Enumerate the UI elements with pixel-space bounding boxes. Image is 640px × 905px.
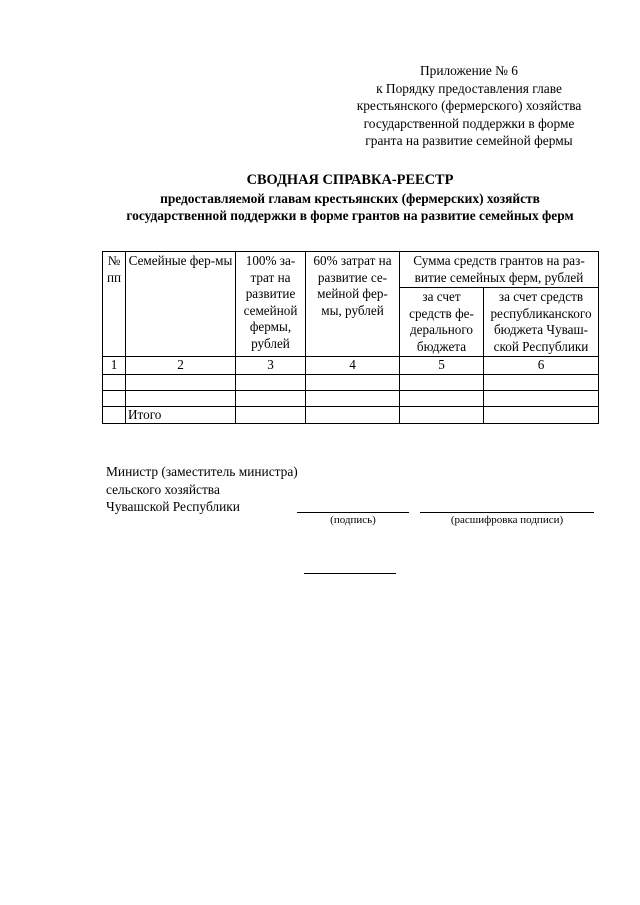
table-cell xyxy=(236,406,306,424)
signature-line xyxy=(297,512,409,513)
table-cell xyxy=(236,374,306,390)
appendix-block xyxy=(338,62,600,150)
table-cell xyxy=(306,374,400,390)
total-row xyxy=(103,406,599,424)
signature-block xyxy=(106,463,298,516)
column-number: 3 xyxy=(236,357,306,375)
header-grant-sum: Сумма средств грантов на раз-витие семейных ферм, рублей xyxy=(400,252,599,288)
signatory-line: Министр (заместитель министра) xyxy=(106,464,298,479)
table-cell xyxy=(400,374,484,390)
document-subtitle-line: предоставляемой главам крестьянских (фермерских) хозяйств xyxy=(160,190,540,206)
signatory-line: Чувашской Республики xyxy=(106,499,240,514)
header-federal-budget: за счет средств фе-дерального бюджета xyxy=(400,288,484,357)
footer-divider xyxy=(304,573,396,574)
registry-table xyxy=(102,251,599,424)
table-cell xyxy=(400,406,484,424)
table-cell xyxy=(103,390,126,406)
table-cell xyxy=(306,406,400,424)
signature-decode-caption: (расшифровка подписи) xyxy=(450,514,564,526)
column-number: 4 xyxy=(306,357,400,375)
appendix-line: к Порядку предоставления главе xyxy=(376,80,562,96)
table-cell xyxy=(103,374,126,390)
table-cell xyxy=(484,374,599,390)
table-row xyxy=(103,390,599,406)
header-family-farms: Семейные фер-мы xyxy=(126,252,236,357)
document-title: СВОДНАЯ СПРАВКА-РЕЕСТР xyxy=(246,172,454,188)
document-heading xyxy=(100,172,600,225)
column-number: 5 xyxy=(400,357,484,375)
total-label: Итого xyxy=(126,406,236,424)
header-costs-60: 60% затрат на развитие се-мейной фер-мы, рублей xyxy=(306,252,400,357)
table-cell xyxy=(400,390,484,406)
column-number: 6 xyxy=(484,357,599,375)
appendix-line: государственной поддержки в форме xyxy=(363,115,575,131)
signatory-line: сельского хозяйства xyxy=(106,481,220,497)
appendix-line: гранта на развитие семейной фермы xyxy=(365,133,573,148)
header-row xyxy=(103,252,599,288)
document-subtitle-line: государственной поддержки в форме грантов на развитие семейных ферм xyxy=(126,208,574,223)
header-costs-100: 100% за-трат на развитие семейной фермы, рублей xyxy=(236,252,306,357)
appendix-line: Приложение № 6 xyxy=(419,63,519,78)
table-row xyxy=(103,374,599,390)
signature-caption: (подпись) xyxy=(330,514,376,526)
header-republic-budget: за счет средств республиканского бюджета Чуваш-ской Республики xyxy=(484,288,599,357)
column-number: 1 xyxy=(103,357,126,375)
table-cell xyxy=(126,374,236,390)
table-cell xyxy=(484,390,599,406)
table-cell xyxy=(236,390,306,406)
column-number: 2 xyxy=(126,357,236,375)
table-cell xyxy=(306,390,400,406)
table-cell xyxy=(484,406,599,424)
signature-decode-line xyxy=(420,512,594,513)
appendix-line: крестьянского (фермерского) хозяйства xyxy=(356,98,582,113)
table-cell xyxy=(103,406,126,424)
header-number: № пп xyxy=(103,252,126,357)
table-cell xyxy=(126,390,236,406)
column-number-row xyxy=(103,357,599,375)
